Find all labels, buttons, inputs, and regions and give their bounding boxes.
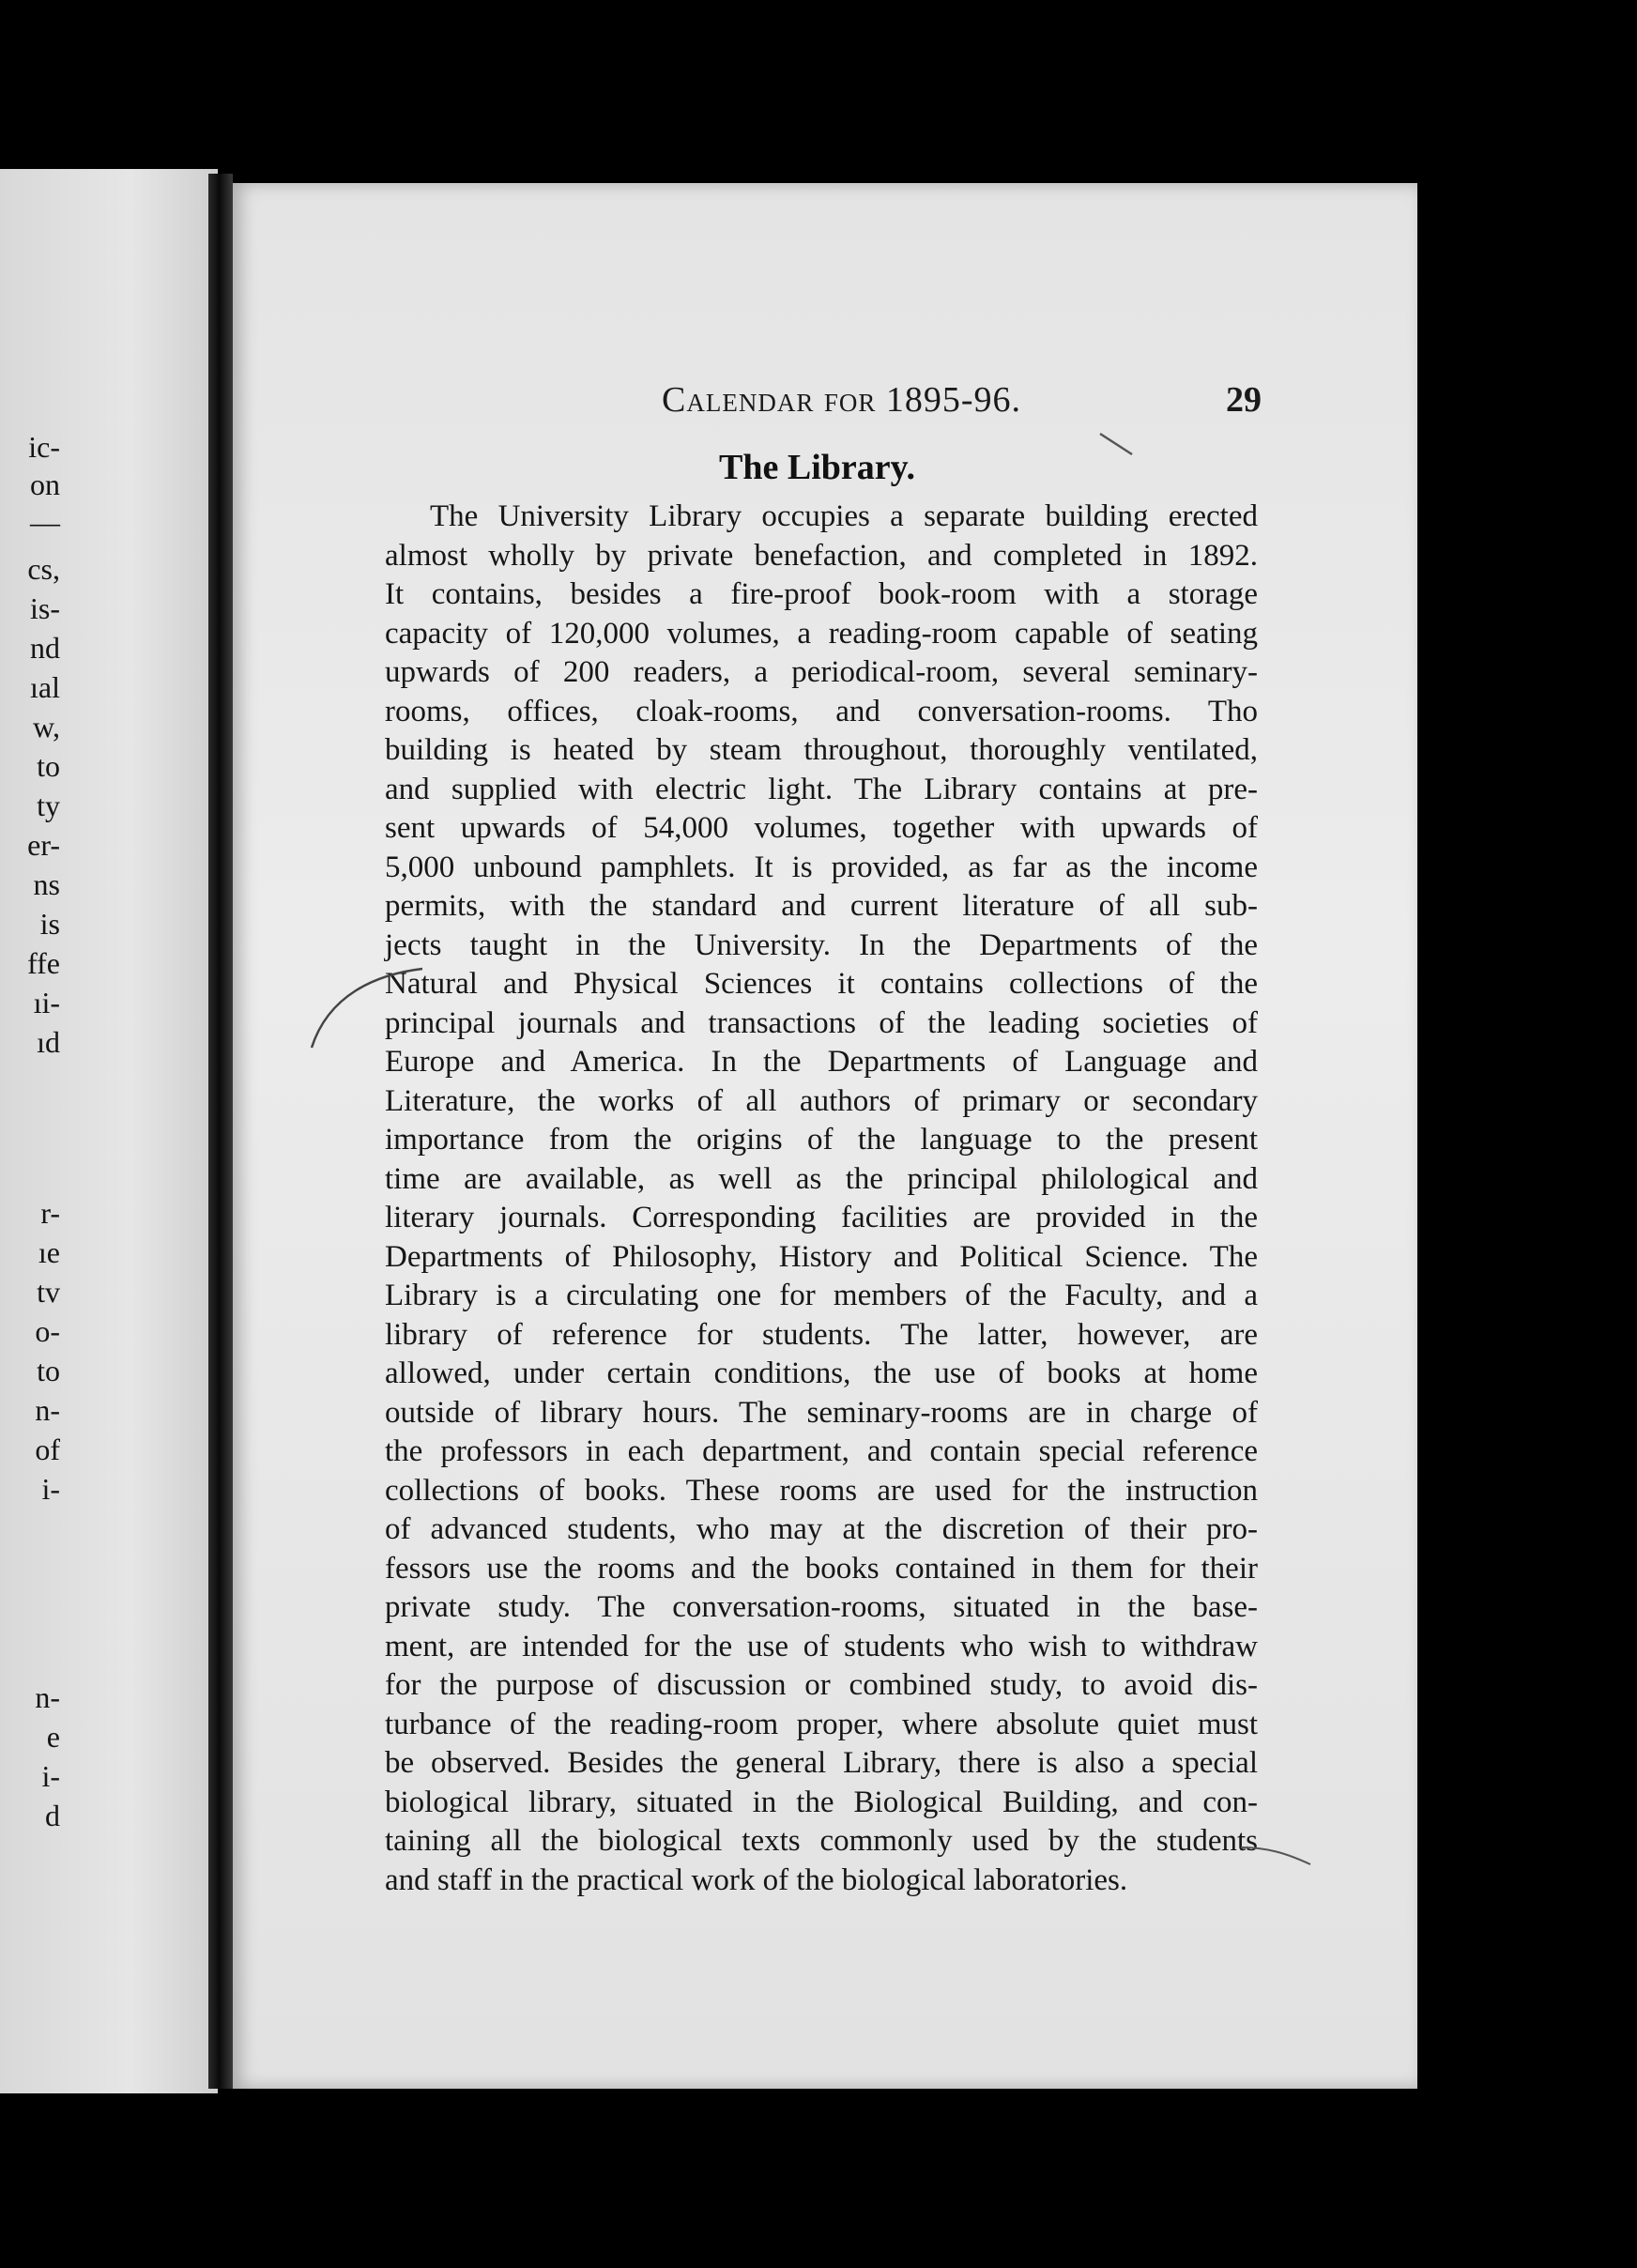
left-fragment: w, — [32, 710, 60, 743]
text-line: fessors use the rooms and the books contained in them for their — [385, 1551, 1258, 1586]
text-line: jects taught in the University. In the Departments of the — [385, 927, 1258, 962]
left-fragment: tv — [37, 1275, 60, 1309]
text-line: ment, are intended for the use of students who wish to withdraw — [385, 1629, 1258, 1663]
running-head — [662, 379, 1021, 421]
text-line: turbance of the reading-room proper, where absolute quiet must — [385, 1707, 1258, 1741]
book-gutter — [208, 174, 233, 2089]
text-line: permits, with the standard and current literature of all sub- — [385, 889, 1258, 923]
text-line: 5,000 unbound pamphlets. It is provided, as far as the income — [385, 850, 1258, 884]
text-line: building is heated by steam throughout, thoroughly ventilated, — [385, 733, 1258, 767]
page-number: 29 — [1226, 380, 1262, 420]
left-fragment: nd — [30, 631, 60, 665]
left-fragment: of — [35, 1433, 60, 1466]
left-fragment: ns — [33, 867, 60, 901]
text-line: Natural and Physical Sciences it contains collections of the — [385, 967, 1258, 1001]
left-fragment: er- — [27, 828, 60, 862]
text-line: and staff in the practical work of the biological laboratories. — [385, 1862, 1128, 1897]
left-fragment: e — [46, 1720, 60, 1754]
left-fragment: to — [37, 749, 60, 783]
text-line: time are available, as well as the principal philological and — [385, 1161, 1258, 1196]
text-line: importance from the origins of the language to the present — [385, 1123, 1258, 1157]
text-line: Departments of Philosophy, History and Political Science. The — [385, 1239, 1258, 1274]
text-line: Europe and America. In the Departments of Language and — [385, 1045, 1258, 1079]
left-fragment: ıal — [30, 670, 60, 704]
text-line: taining all the biological texts commonly used by the students — [385, 1824, 1258, 1858]
text-line: collections of books. These rooms are used for the instruction — [385, 1473, 1258, 1508]
text-line: upwards of 200 readers, a periodical-room, several seminary- — [385, 655, 1258, 689]
left-fragment: ıd — [37, 1025, 60, 1059]
text-line: for the purpose of discussion or combined study, to avoid dis- — [385, 1668, 1258, 1702]
text-line: It contains, besides a fire-proof book-room with a storage — [385, 577, 1258, 611]
text-line: almost wholly by private benefaction, and completed in 1892. — [385, 538, 1258, 573]
text-line: Literature, the works of all authors of primary or secondary — [385, 1083, 1258, 1118]
text-line: and supplied with electric light. The Library contains at pre- — [385, 772, 1258, 806]
left-fragment: i- — [41, 1759, 60, 1793]
section-title: The Library. — [719, 448, 916, 487]
text-line: literary journals. Corresponding facilities are provided in the — [385, 1201, 1258, 1234]
left-fragment: ic- — [28, 430, 60, 464]
left-fragment: to — [37, 1354, 60, 1387]
text-line: outside of library hours. The seminary-rooms are in charge of — [385, 1395, 1258, 1430]
text-line: private study. The conversation-rooms, situated in the base- — [385, 1590, 1258, 1624]
left-fragment: n- — [35, 1393, 60, 1427]
text-line: be observed. Besides the general Library, there is also a special — [385, 1746, 1258, 1780]
running-head-text: Calendar for 1895-96. — [662, 380, 1022, 420]
left-fragment: d — [45, 1799, 60, 1832]
text-line: biological library, situated in the Biological Building, and con- — [385, 1785, 1258, 1819]
text-line: the professors in each department, and contain special reference — [385, 1434, 1258, 1468]
left-fragment: on — [30, 467, 60, 501]
text-line: of advanced students, who may at the discretion of their pro- — [385, 1512, 1258, 1546]
left-fragment: ıi- — [33, 986, 60, 1019]
text-line: allowed, under certain conditions, the use of books at home — [385, 1356, 1258, 1390]
left-fragment: is- — [30, 591, 60, 625]
left-fragment: ty — [37, 789, 60, 822]
left-fragment: r- — [40, 1196, 60, 1230]
text-line: library of reference for students. The latter, however, are — [385, 1317, 1258, 1352]
body-paragraph — [385, 498, 1258, 1900]
left-fragment: n- — [35, 1680, 60, 1714]
text-line: Library is a circulating one for members of the Faculty, and a — [385, 1279, 1258, 1312]
left-fragment: o- — [35, 1314, 60, 1348]
left-fragment: — — [30, 505, 60, 539]
left-fragment: ffe — [27, 946, 60, 980]
text-line: The University Library occupies a separate building erected — [430, 499, 1258, 533]
left-fragment: cs, — [27, 552, 60, 586]
left-fragment: i- — [41, 1472, 60, 1506]
left-fragment: ıe — [38, 1235, 60, 1269]
text-line: sent upwards of 54,000 volumes, together with upwards of — [385, 811, 1258, 845]
text-line: principal journals and transactions of the leading societies of — [385, 1005, 1258, 1040]
left-fragment: is — [39, 907, 60, 941]
text-line: capacity of 120,000 volumes, a reading-room capable of seating — [385, 616, 1258, 651]
text-line: rooms, offices, cloak-rooms, and conversation-rooms. Tho — [385, 694, 1258, 728]
left-facing-page — [0, 169, 218, 2093]
